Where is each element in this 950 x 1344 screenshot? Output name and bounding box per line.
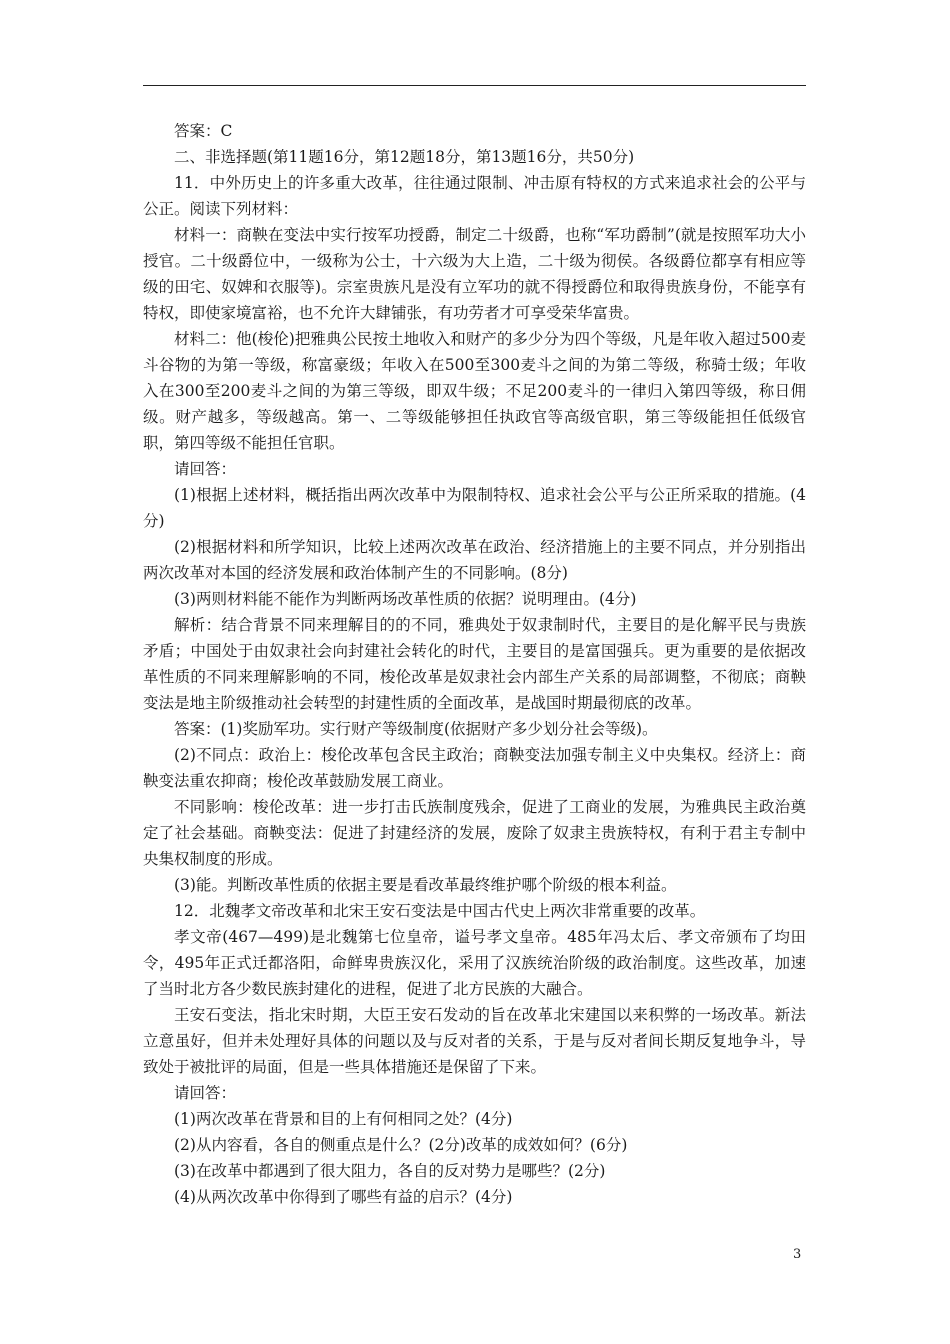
- material-two: 材料二：他(梭伦)把雅典公民按土地收入和财产的多少分为四个等级，凡是年收入超过500麦斗谷物的为第一等级，称富豪级；年收入在500至300麦斗之间的为第二等级，称骑士级；年收入在300至200麦斗之间的为第三等级，即双牛级；不足200麦斗的一律归入第四等级，称日佣级。财产越多，等级越高。第一、二等级能够担任执政官等高级官职，第三等级能担任低级官职，第四等级不能担任官职。: [143, 330, 806, 452]
- page-number: 3: [793, 1247, 802, 1262]
- header-rule: [143, 85, 806, 86]
- section-heading: 二、非选择题(第11题16分，第12题18分，第13题16分，共50分): [174, 148, 635, 166]
- question-11-stem: 11．中外历史上的许多重大改革，往往通过限制、冲击原有特权的方式来追求社会的公平与公正。阅读下列材料：: [143, 174, 806, 218]
- answer-1: 答案：(1)奖励军功。实行财产等级制度(依据财产多少划分社会等级)。: [174, 720, 658, 738]
- analysis: 解析：结合背景不同来理解目的的不同，雅典处于奴隶制时代，主要目的是化解平民与贵族矛盾；中国处于由奴隶社会向封建社会转化的时代，主要目的是富国强兵。更为重要的是依据改革性质的不同来理解影响的不同，梭伦改革是奴隶社会内部生产关系的局部调整，不彻底；商鞅变法是地主阶级推动社会转型的封建性质的全面改革，是战国时期最彻底的改革。: [143, 616, 806, 712]
- question-12-stem: 12．北魏孝文帝改革和北宋王安石变法是中国古代史上两次非常重要的改革。: [174, 902, 706, 920]
- answer-3: (3)能。判断改革性质的依据主要是看改革最终维护哪个阶级的根本利益。: [174, 876, 677, 894]
- document-body: [143, 118, 806, 1210]
- please-answer: 请回答：: [174, 460, 237, 478]
- q11-sub-2: (2)根据材料和所学知识，比较上述两次改革在政治、经济措施上的主要不同点，并分别指出两次改革对本国的经济发展和政治体制产生的不同影响。(8分): [143, 538, 806, 582]
- answer-2-differences: (2)不同点：政治上：梭伦改革包含民主政治；商鞅变法加强专制主义中央集权。经济上：商鞅变法重农抑商；梭伦改革鼓励发展工商业。: [143, 746, 806, 790]
- q11-sub-1: (1)根据上述材料，概括指出两次改革中为限制特权、追求社会公平与公正所采取的措施。(4分): [143, 486, 806, 530]
- material-one: 材料一：商鞅在变法中实行按军功授爵，制定二十级爵，也称“军功爵制”(就是按照军功大小授官。二十级爵位中，一级称为公士，十六级为大上造，二十级为彻侯。各级爵位都享有相应等级的田宅、奴婢和衣服等)。宗室贵族凡是没有立军功的就不得授爵位和取得贵族身份，不能享有特权，即使家境富裕，也不允许大肆铺张，有功劳者才可享受荣华富贵。: [143, 226, 806, 322]
- q12-sub-4: (4)从两次改革中你得到了哪些有益的启示？(4分): [174, 1188, 513, 1206]
- q12-sub-3: (3)在改革中都遇到了很大阻力，各自的反对势力是哪些？(2分): [174, 1162, 606, 1180]
- please-answer-2: 请回答：: [174, 1084, 237, 1102]
- q11-sub-3: (3)两则材料能不能作为判断两场改革性质的依据？说明理由。(4分): [174, 590, 637, 608]
- q12-sub-2: (2)从内容看，各自的侧重点是什么？(2分)改革的成效如何？(6分): [174, 1136, 628, 1154]
- answer-2-influences: 不同影响：梭伦改革：进一步打击氏族制度残余，促进了工商业的发展，为雅典民主政治奠定了社会基础。商鞅变法：促进了封建经济的发展，废除了奴隶主贵族特权，有利于君主专制中央集权制度的形成。: [143, 798, 806, 868]
- material-wanganshi: 王安石变法，指北宋时期，大臣王安石发动的旨在改革北宋建国以来积弊的一场改革。新法立意虽好，但并未处理好具体的问题以及与反对者的关系，于是与反对者间长期反复地争斗，导致处于被批评的局面，但是一些具体措施还是保留了下来。: [143, 1006, 806, 1076]
- q12-sub-1: (1)两次改革在背景和目的上有何相同之处？(4分): [174, 1110, 513, 1128]
- answer-line: 答案：C: [174, 122, 233, 140]
- material-xiaowen: 孝文帝(467—499)是北魏第七位皇帝，谥号孝文皇帝。485年冯太后、孝文帝颁布了均田令，495年正式迁都洛阳，命鲜卑贵族汉化，采用了汉族统治阶级的政治制度。这些改革，加速了当时北方各少数民族封建化的进程，促进了北方民族的大融合。: [143, 928, 806, 998]
